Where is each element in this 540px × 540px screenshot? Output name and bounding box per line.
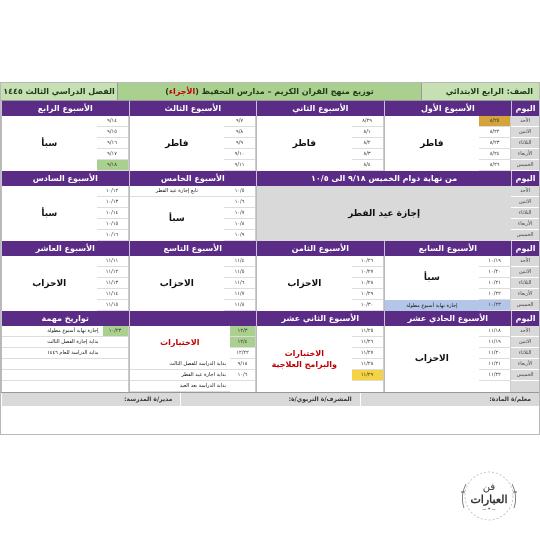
surah-name: فاطر [420, 138, 444, 149]
important-dates: ١٠/٢٣ إجازة نهاية أسبوع مطولة بداية إجازة الفصل الثالث بداية الدراسة للعام ١٤٤٦ [1, 326, 129, 392]
surah-name: فاطر [292, 138, 316, 149]
exams-schedule: ١٢/٣ ١٢/٤ ١٢/٢٢ ٩/١٨ ١٠/٦ الاختبارات بداية الدراسة للفصل الثالث بداية اجازة عيد الفطر بداية الدراسة بعد العيد [129, 326, 257, 392]
title-bar [1, 83, 539, 101]
principal-signature: مدير/ة المدرسة: [1, 393, 180, 406]
section-header: اليوم الأسبوع الحادي عشر الأسبوع الثاني عشر تواريخ مهمة [1, 311, 539, 326]
curriculum-table [0, 82, 540, 435]
week-cell: ١١/٢٥ ١١/٢٦ ١١/٢٧ ١١/٢٨ ١١/٢٩ الاختبارات والبرامج العلاجية [256, 326, 384, 392]
section-weeks-1-4 [1, 101, 539, 171]
surah-name: الاحزاب [159, 278, 194, 289]
week-cell: ١٠/١٩ ١٠/٢٠ ١٠/٢١ ١٠/٢٢ ١٠/٢٣ سبأ إجازة نهاية أسبوع مطولة [384, 256, 512, 311]
surah-name: سبأ [423, 273, 440, 283]
week-cell: ٨/٢٩ ٨/١ ٨/٢ ٨/٣ ٨/٤ فاطر [256, 116, 384, 171]
title-accent: الأجزاء [168, 87, 196, 96]
week-cell: ٨/٢٥ ٨/٢٢ ٨/٢٣ ٨/٢٤ ٨/٢٦ فاطر [384, 116, 512, 171]
supervisor-signature: المشرف/ة التربوي/ة: [180, 393, 359, 406]
surah-name: سبأ [41, 208, 58, 219]
exams-title: الاختبارات [160, 338, 200, 347]
teacher-signature: معلم/ة المادة: [360, 393, 539, 406]
surah-name: فاطر [165, 138, 189, 149]
day-column: الأحد الاثنين الثلاثاء الأربعاء الخميس [511, 116, 539, 171]
watermark-logo: فن العبارات ـــ ✦ ـــ [456, 468, 522, 524]
exams-remedial-cell: الاختبارات والبرامج العلاجية [271, 349, 338, 369]
term-label: الفصل الدراسي الثالث ١٤٤٥ [3, 87, 115, 96]
day-column: الأحد الاثنين الثلاثاء الأربعاء الخميس [511, 256, 539, 311]
week-cell: ٩/٧ ٩/٨ ٩/٩ ٩/١٠ ٩/١١ فاطر [129, 116, 257, 171]
week-cell: ٩/١٤ ٩/١٥ ٩/١٦ ٩/١٧ ٩/١٨ سبأ [1, 116, 129, 171]
week-cell: ١١/١٨ ١١/١٩ ١١/٢٠ ١١/٢١ ١١/٢٢ الاحزاب [384, 326, 512, 392]
surah-name: سبأ [41, 138, 58, 149]
week-cell: ١٠/١٢ ١٠/١٣ ١٠/١٤ ١٠/١٥ ١٠/١٦ سبأ [1, 186, 129, 241]
section-weeks-11-12 [1, 311, 539, 392]
signature-footer [1, 392, 539, 406]
sheet-title: توزيع منهج القران الكريم – مدارس التحفيظ ( الأجزاء ) [117, 83, 421, 100]
grade-label: الصف: الرابع الابتدائي [421, 83, 539, 100]
long-weekend-note: إجازة نهاية أسبوع مطولة [385, 300, 480, 311]
section-header: اليوم الأسبوع الأول الأسبوع الثاني الأسبوع الثالث الأسبوع الرابع [1, 101, 539, 116]
week-cell: ١٠/٢٦ ١٠/٢٧ ١٠/٢٨ ١٠/٢٩ ١٠/٣٠ الاحزاب [256, 256, 384, 311]
day-column: الأحد الاثنين الثلاثاء الأربعاء الخميس [511, 326, 539, 392]
surah-name: الاحزاب [287, 278, 322, 289]
section-weeks-5-6 [1, 171, 539, 241]
eid-notice: من نهاية دوام الخميس ٩/١٨ الى ١٠/٥ [256, 171, 511, 186]
eid-break-cell [256, 186, 511, 241]
week-cell: ١١/١١ ١١/١٢ ١١/١٣ ١١/١٤ ١١/١٥ الاحزاب [1, 256, 129, 311]
surah-name: الاحزاب [414, 354, 449, 364]
eid-continuation-note: تابع إجازة عيد الفطر [130, 186, 225, 197]
surah-name: الاحزاب [32, 278, 67, 289]
eid-break-label: إجازة عيد الفطر [257, 186, 511, 241]
section-weeks-7-10 [1, 241, 539, 311]
important-dates-header: تواريخ مهمة [1, 311, 129, 326]
day-column: الأحد الاثنين الثلاثاء الأربعاء الخميس [511, 186, 539, 241]
week-cell: ١١/٤ ١١/٥ ١١/٦ ١١/٧ ١١/٨ الاحزاب [129, 256, 257, 311]
surah-name: سبأ [168, 214, 185, 224]
week-cell: ١٠/٥ ١٠/٦ ١٠/٧ ١٠/٨ ١٠/٩ تابع إجازة عيد الفطر سبأ [129, 186, 257, 241]
section-header: اليوم الأسبوع السابع الأسبوع الثامن الأسبوع التاسع الأسبوع العاشر [1, 241, 539, 256]
section-header: اليوم من نهاية دوام الخميس ٩/١٨ الى ١٠/٥ الأسبوع الخامس الأسبوع السادس [1, 171, 539, 186]
